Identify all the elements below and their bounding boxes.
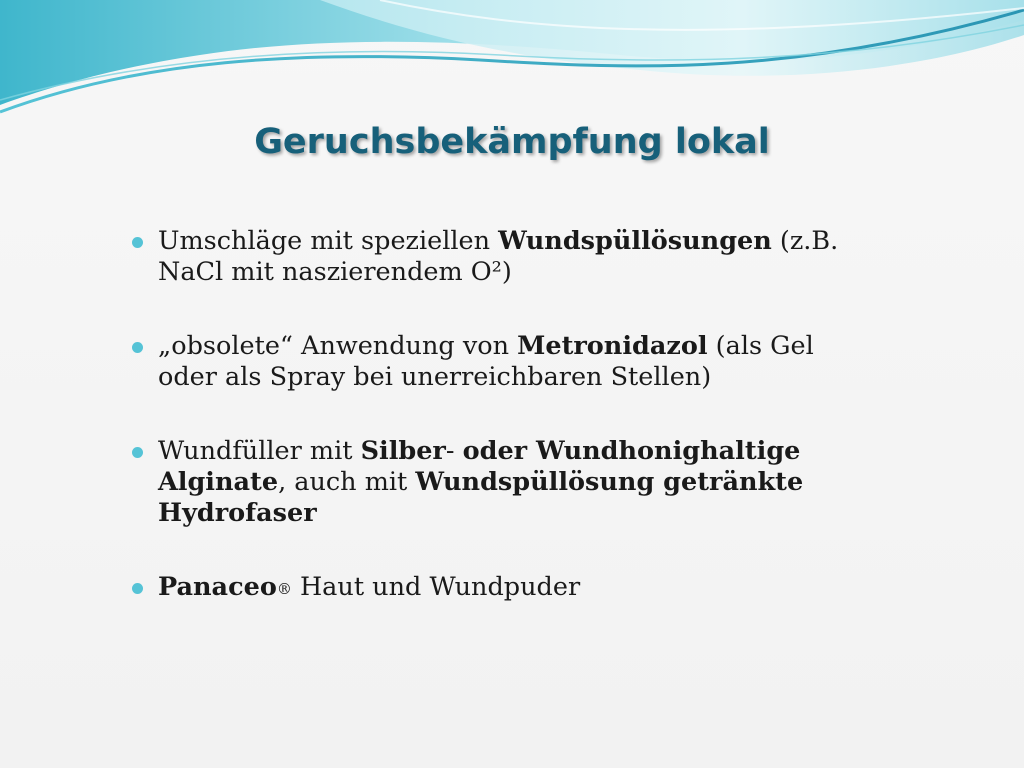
header-wave-decoration — [0, 0, 1024, 130]
bullet-dot-icon — [132, 342, 143, 353]
bullet-text: (als Gel oder als Spray bei unerreichbaren Stellen) — [158, 331, 814, 392]
bullet-text: - — [445, 436, 463, 466]
bullet-dot-icon — [132, 237, 143, 248]
bullet-bold-text: Metronidazol — [517, 331, 708, 361]
registered-mark: ® — [276, 580, 292, 598]
bullet-item — [130, 226, 870, 288]
bullet-dot-icon — [132, 447, 143, 458]
bullet-bold-text: Panaceo — [158, 572, 277, 602]
bullet-text: Haut und Wundpuder — [291, 572, 581, 602]
bullet-bold-text: Silber — [360, 436, 446, 466]
slide-title: Geruchsbekämpfung lokal — [254, 122, 770, 162]
bullet-text: „obsolete“ Anwendung von — [158, 331, 518, 361]
bullet-bold-text: Wundspüllösung getränkte Hydrofaser — [158, 467, 804, 528]
bullet-text: (z.B. NaCl mit naszierendem O²) — [158, 226, 839, 287]
bullet-text: , auch mit — [278, 467, 416, 497]
bullet-list — [130, 226, 870, 646]
bullet-bold-text: Wundspüllösungen — [498, 226, 772, 256]
bullet-item — [130, 331, 870, 393]
bullet-text: Wundfüller mit — [158, 436, 361, 466]
bullet-item — [130, 572, 870, 603]
bullet-item — [130, 436, 870, 529]
bullet-dot-icon — [132, 583, 143, 594]
bullet-bold-text: oder Wundhonighaltige Alginate — [158, 436, 801, 497]
bullet-text: Umschläge mit speziellen — [158, 226, 499, 256]
